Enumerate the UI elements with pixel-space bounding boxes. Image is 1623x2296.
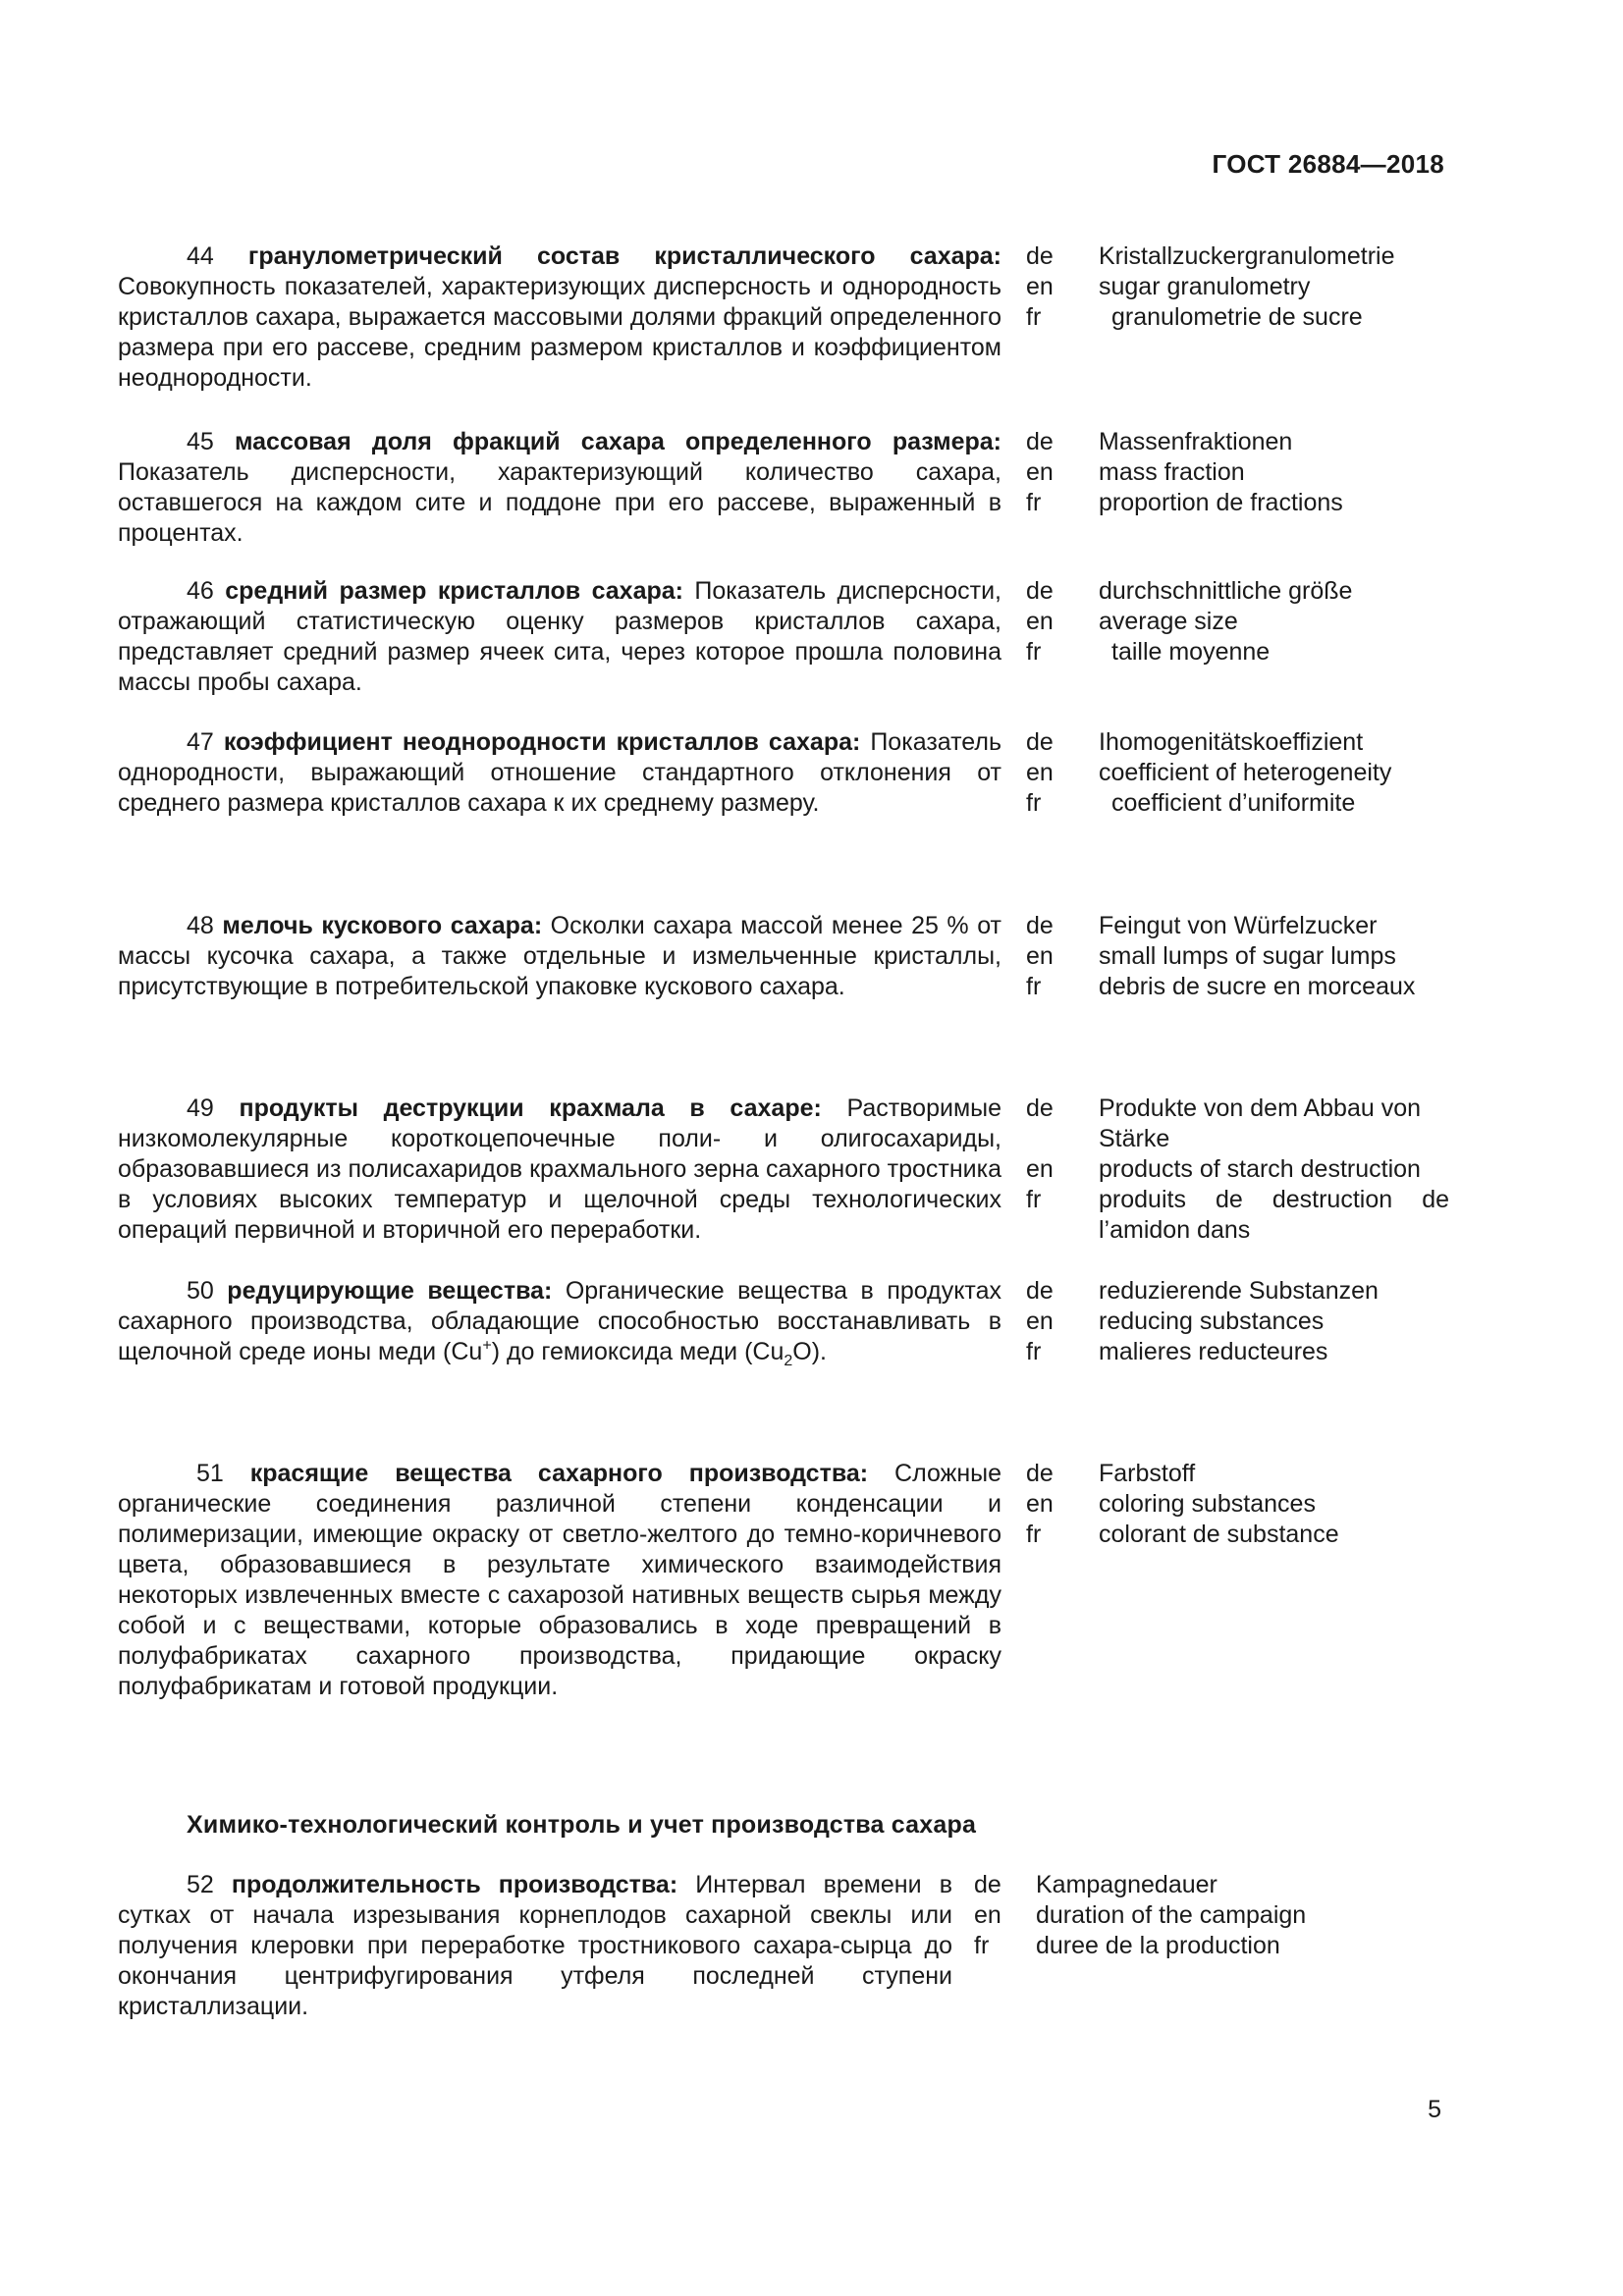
section-heading: Химико-технологический контроль и учет производства сахара	[187, 1811, 977, 1839]
translations	[1099, 241, 1449, 333]
term-number: 52	[187, 1871, 214, 1898]
term-number: 51	[196, 1460, 224, 1487]
term-title: продукты деструкции крахмала в сахаре:	[239, 1095, 822, 1122]
subscript-two: 2	[784, 1353, 793, 1369]
translation-en: sugar granulometry	[1099, 273, 1311, 300]
lang-de: de	[1026, 242, 1054, 270]
term-number: 46	[187, 577, 214, 605]
lang-de: de	[1026, 1095, 1054, 1122]
term-definition	[118, 1094, 1001, 1246]
translation-de: reduzierende Substanzen	[1099, 1277, 1379, 1305]
translation-en: products of starch destruction	[1099, 1155, 1421, 1183]
translations	[1036, 1870, 1386, 1961]
lang-de: de	[1026, 1277, 1054, 1305]
lang-en: en	[1026, 608, 1054, 635]
term-title: продолжительность производства:	[231, 1871, 678, 1898]
term-title: средний размер кристаллов сахара:	[225, 577, 683, 605]
term-definition	[118, 911, 1001, 1002]
term-number: 50	[187, 1277, 214, 1305]
lang-de: de	[974, 1871, 1001, 1898]
translation-fr: proportion de fractions	[1099, 489, 1343, 516]
language-codes	[974, 1870, 1033, 1961]
translation-fr: debris de sucre en morceaux	[1099, 973, 1416, 1000]
lang-fr: fr	[1026, 638, 1042, 666]
language-codes	[1026, 911, 1085, 1002]
translation-fr-line2: l’amidon dans	[1099, 1216, 1251, 1244]
superscript-plus: +	[482, 1337, 492, 1355]
lang-fr: fr	[974, 1932, 990, 1959]
translation-en: coloring substances	[1099, 1490, 1316, 1518]
term-number: 44	[187, 242, 214, 270]
document-code: ГОСТ 26884—2018	[1212, 149, 1444, 179]
translations	[1099, 911, 1449, 1002]
translation-de: Kampagnedauer	[1036, 1871, 1217, 1898]
lang-en: en	[1026, 273, 1054, 300]
lang-en: en	[1026, 942, 1054, 970]
lang-en: en	[974, 1901, 1001, 1929]
translation-de-line2: Stärke	[1099, 1125, 1170, 1152]
language-codes	[1026, 576, 1085, 667]
page-number: 5	[1428, 2096, 1441, 2123]
lang-fr: fr	[1026, 973, 1042, 1000]
translations	[1099, 1459, 1449, 1550]
term-number: 45	[187, 428, 214, 455]
translation-en: mass fraction	[1099, 458, 1245, 486]
lang-en: en	[1026, 1490, 1054, 1518]
lang-fr: fr	[1026, 1186, 1042, 1213]
language-codes	[1026, 1094, 1085, 1215]
translation-en: small lumps of sugar lumps	[1099, 942, 1396, 970]
term-title: коэффициент неоднородности кристаллов сахара:	[223, 728, 861, 756]
term-definition	[118, 1870, 952, 2022]
translation-fr: granulometrie de sucre	[1111, 303, 1363, 331]
translation-fr: malieres reducteures	[1099, 1338, 1328, 1365]
translations	[1099, 427, 1449, 518]
translations	[1099, 1276, 1449, 1367]
term-title: красящие вещества сахарного производства:	[249, 1460, 869, 1487]
lang-en: en	[1026, 1155, 1054, 1183]
definition-text: Показатель дисперсности, отражающий статистическую оценку размеров кристаллов сахара, представляет средний размер ячеек сита, через которое прошла половина массы пробы сахара.	[118, 577, 1001, 696]
translation-en: average size	[1099, 608, 1238, 635]
translation-de: Farbstoff	[1099, 1460, 1196, 1487]
translations	[1099, 576, 1449, 667]
translation-de: durchschnittliche größe	[1099, 577, 1353, 605]
translation-en: coefficient of heterogeneity	[1099, 759, 1392, 786]
translation-fr-line1: produits de destruction de	[1099, 1186, 1449, 1213]
definition-text: Сложные органические соединения различной степени конденсации и полимеризации, имеющие окраску от светло-желтого до темно-коричневого цвета, образовавшиеся в результате химического взаимодействия некоторых извлеченных вместе с сахарозой нативных веществ сырья между собой и с веществами, которые образовались в ходе превращений в полуфабрикатах сахарного производства, придающие окраску полуфабрикатам и готовой продукции.	[118, 1460, 1001, 1700]
translation-fr: colorant de substance	[1099, 1521, 1339, 1548]
translation-en: duration of the campaign	[1036, 1901, 1307, 1929]
translation-de: Massenfraktionen	[1099, 428, 1293, 455]
translations	[1099, 727, 1449, 819]
definition-text: Растворимые низкомолекулярные короткоцепочечные поли- и олигосахариды, образовавшиеся из полисахаридов крахмального зерна сахарного тростника в условиях высоких температур и щелочной среды технологических операций первичной и вторичной его переработки.	[118, 1095, 1002, 1244]
translation-fr: duree de la production	[1036, 1932, 1280, 1959]
translations	[1099, 1094, 1449, 1246]
term-number: 49	[187, 1095, 214, 1122]
term-title: мелочь кускового сахара:	[222, 912, 543, 939]
lang-de: de	[1026, 428, 1054, 455]
lang-en: en	[1026, 759, 1054, 786]
language-codes	[1026, 427, 1085, 518]
translation-de: Feingut von Würfelzucker	[1099, 912, 1378, 939]
lang-de: de	[1026, 728, 1054, 756]
definition-text: Показатель однородности, выражающий отношение стандартного отклонения от среднего размера кристаллов сахара к их среднему размеру.	[118, 728, 1001, 817]
definition-text: Показатель дисперсности, характеризующий количество сахара, оставшегося на каждом сите и поддоне при его рассеве, выраженный в процентах.	[118, 458, 1001, 547]
term-title: редуцирующие вещества:	[227, 1277, 553, 1305]
language-codes	[1026, 727, 1085, 819]
translation-de-line1: Produkte von dem Abbau von	[1099, 1095, 1422, 1122]
language-codes	[1026, 1276, 1085, 1367]
lang-de: de	[1026, 912, 1054, 939]
term-title: гранулометрический состав кристаллического сахара:	[247, 242, 1001, 270]
lang-de: de	[1026, 577, 1054, 605]
term-definition	[118, 727, 1001, 819]
definition-text: Совокупность показателей, характеризующих дисперсность и однородность кристаллов сахара, выражается массовыми долями фракций определенного размера при его рассеве, средним размером кристаллов и коэффициентом неоднородности.	[118, 273, 1001, 392]
lang-fr: fr	[1026, 489, 1042, 516]
term-definition	[118, 576, 1001, 698]
term-definition	[118, 1459, 1001, 1702]
language-codes	[1026, 241, 1085, 333]
translation-de: Ihomogenitätskoeffizient	[1099, 728, 1364, 756]
definition-text-1: Органические вещества в продуктах сахарного производства, обладающие способностью восстанавливать в щелочной среде ионы меди (Cu	[118, 1277, 1001, 1365]
definition-text-3: O).	[792, 1338, 827, 1365]
lang-de: de	[1026, 1460, 1054, 1487]
term-definition	[118, 1276, 1001, 1367]
term-definition	[118, 241, 1001, 394]
lang-fr: fr	[1026, 1338, 1042, 1365]
term-title: массовая доля фракций сахара определенного размера:	[234, 428, 1002, 455]
translation-fr: coefficient d’uniformite	[1111, 789, 1356, 817]
lang-fr: fr	[1026, 789, 1042, 817]
lang-fr: fr	[1026, 1521, 1042, 1548]
definition-text-2: ) до гемиоксида меди (Cu	[491, 1338, 784, 1365]
term-number: 47	[187, 728, 214, 756]
term-number: 48	[187, 912, 214, 939]
term-definition	[118, 427, 1001, 549]
translation-en: reducing substances	[1099, 1308, 1325, 1335]
language-codes	[1026, 1459, 1085, 1550]
lang-en: en	[1026, 1308, 1054, 1335]
definition-text: Осколки сахара массой менее 25 % от массы кусочка сахара, а также отдельные и измельченные кристаллы, присутствующие в потребительской упаковке кускового сахара.	[118, 912, 1001, 1000]
translation-fr: taille moyenne	[1111, 638, 1271, 666]
translation-de: Kristallzuckergranulometrie	[1099, 242, 1395, 270]
lang-fr: fr	[1026, 303, 1042, 331]
definition-text: Интервал времени в сутках от начала изрезывания корнеплодов сахарной свеклы или получения клеровки при переработке тростникового сахара-сырца до окончания центрифугирования утфеля последней ступени кристаллизации.	[118, 1871, 952, 2020]
lang-en: en	[1026, 458, 1054, 486]
